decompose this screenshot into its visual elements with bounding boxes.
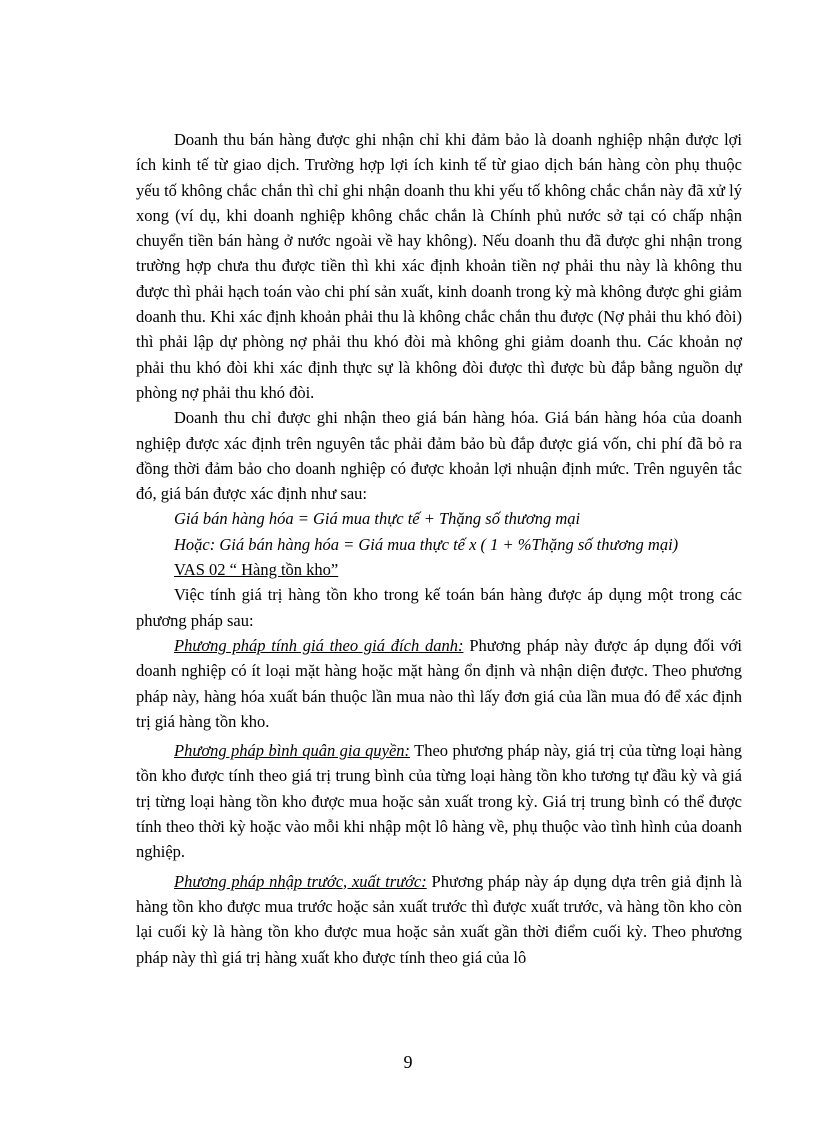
paragraph-inventory-methods-intro: Việc tính giá trị hàng tồn kho trong kế toán bán hàng được áp dụng một trong các phương pháp sau: <box>136 585 742 630</box>
paragraph-fifo <box>136 869 742 970</box>
method-heading-specific-identification: Phương pháp tính giá theo giá đích danh: <box>174 635 464 655</box>
document-body <box>136 127 742 970</box>
paragraph-revenue-recognition: Doanh thu bán hàng được ghi nhận chỉ khi đảm bảo là doanh nghiệp nhận được lợi ích kinh tế từ giao dịch. Trường hợp lợi ích kinh tế từ giao dịch bán hàng còn phụ thuộc yếu tố không chắc chắn thì chỉ ghi nhận doanh thu khi yếu tố không chắc chắn này đã xử lý xong (ví dụ, khi doanh nghiệp không chắc chắn là Chính phủ nước sở tại có chấp nhận chuyển tiền bán hàng ở nước ngoài về hay không). Nếu doanh thu đã được ghi nhận trong trường hợp chưa thu được tiền thì khi xác định khoản tiền nợ phải thu này là không thu được thì phải hạch toán vào chi phí sản xuất, kinh doanh trong kỳ mà không được ghi giảm doanh thu. Khi xác định khoản phải thu là không chắc chắn thu được (Nợ phải thu khó đòi) thì phải lập dự phòng nợ phải thu khó đòi mà không ghi giảm doanh thu. Các khoản nợ phải thu khó đòi khi xác định thực sự là không đòi được thì được bù đắp bằng nguồn dự phòng nợ phải thu khó đòi. <box>136 130 742 402</box>
method-heading-weighted-average: Phương pháp bình quân gia quyền: <box>174 741 411 761</box>
method-heading-fifo: Phương pháp nhập trước, xuất trước: <box>174 871 427 891</box>
method-body-fifo: Phương pháp này áp dụng dựa trên giả định là hàng tồn kho được mua trước hoặc sản xuất trước thì được xuất trước, và hàng tồn kho còn lại cuối kỳ là hàng tồn kho được mua hoặc sản xuất gần thời điểm cuối kỳ. Theo phương pháp này thì giá trị hàng xuất kho được tính theo giá của lô <box>136 871 742 967</box>
paragraph-selling-price: Doanh thu chỉ được ghi nhận theo giá bán hàng hóa. Giá bán hàng hóa của doanh nghiệp được xác định trên nguyên tắc phải đảm bảo bù đắp được giá vốn, chi phí đã bỏ ra đồng thời đảm bảo cho doanh nghiệp có được khoản lợi nhuận định mức. Trên nguyên tắc đó, giá bán được xác định như sau: <box>136 408 742 504</box>
method-body-weighted-average: Theo phương pháp này, giá trị của từng loại hàng tồn kho được tính theo giá trị trung bình của từng loại hàng tồn kho tương tự đầu kỳ và giá trị từng loại hàng tồn kho được mua hoặc sản xuất trong kỳ. Giá trị trung bình có thể được tính theo thời kỳ hoặc vào mỗi khi nhập một lô hàng về, phụ thuộc vào tình hình của doanh nghiệp. <box>136 741 742 862</box>
section-heading-vas02: VAS 02 “ Hàng tồn kho” <box>174 560 339 580</box>
formula-selling-price: Giá bán hàng hóa = Giá mua thực tế + Thặng số thương mại <box>174 509 581 529</box>
paragraph-weighted-average <box>136 738 742 864</box>
paragraph-specific-identification <box>136 633 742 734</box>
page-number: 9 <box>403 1052 413 1072</box>
method-body-specific-identification: Phương pháp này được áp dụng đối với doanh nghiệp có ít loại mặt hàng hoặc mặt hàng ổn định và nhận diện được. Theo phương pháp này, hàng hóa xuất bán thuộc lần mua nào thì lấy đơn giá của lần mua đó để xác định trị giá hàng tồn kho. <box>136 635 743 731</box>
formula-selling-price-alt: Hoặc: Giá bán hàng hóa = Giá mua thực tế x ( 1 + %Thặng số thương mại) <box>174 534 679 554</box>
